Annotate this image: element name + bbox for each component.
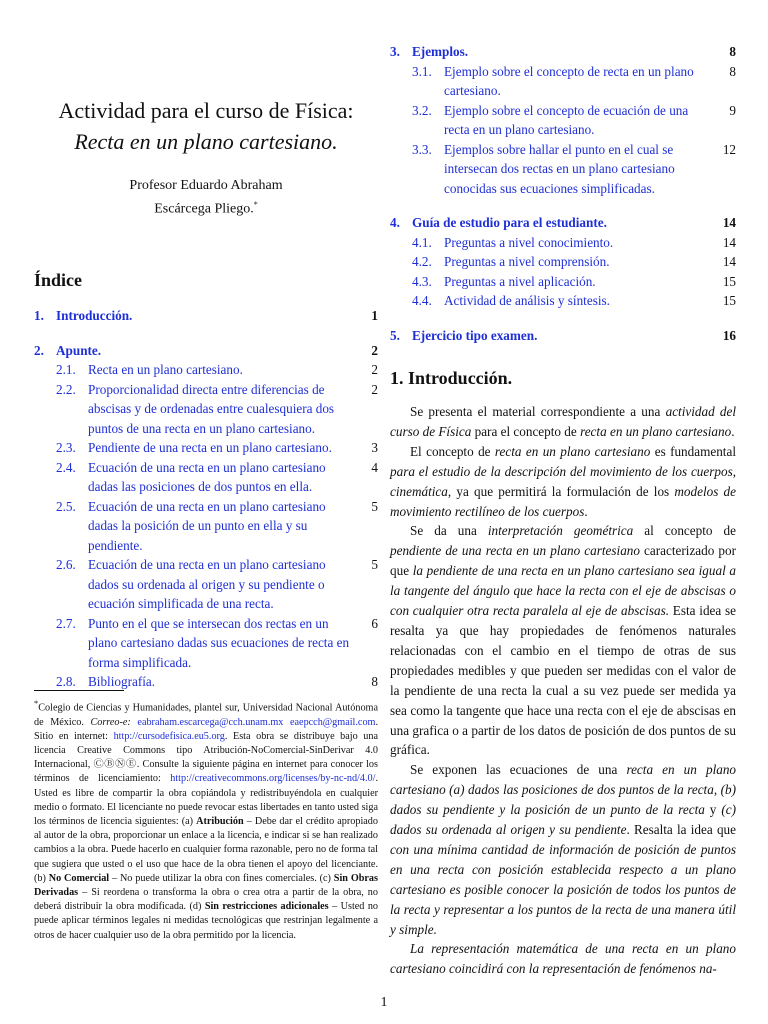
author-line-1: Profesor Eduardo Abraham <box>129 178 283 193</box>
toc-entry-number: 3. <box>390 44 400 59</box>
toc-entry-title[interactable]: Preguntas a nivel comprensión. <box>444 254 610 269</box>
toc-entry[interactable] <box>390 140 736 199</box>
paragraph: El concepto de recta en un plano cartesiano es fundamental para el estudio de la descripción del movimiento de los cuerpos, cinemática, ya que permitirá la formulación de los modelos de movimiento rectilíneo de los cuerpos. <box>390 443 737 519</box>
body-text <box>390 402 736 979</box>
toc-entry-title[interactable]: Preguntas a nivel aplicación. <box>444 273 596 289</box>
toc-entry-title[interactable]: Punto en el que se intersecan dos rectas en un plano cartesiano dadas sus ecuaciones de recta en forma simplificada. <box>88 615 350 670</box>
toc-entry-number: 2.3. <box>56 440 76 455</box>
toc-entry-page: 1 <box>371 308 378 323</box>
toc-entry[interactable] <box>390 42 736 62</box>
toc-entry-title[interactable]: Apunte. <box>56 342 102 358</box>
toc-entry-page: 8 <box>729 44 736 59</box>
toc-entry-number: 5. <box>390 327 400 343</box>
toc-entry-number: 2.8. <box>56 674 76 689</box>
toc-entry-number: 3.2. <box>412 102 432 118</box>
toc-entry-number: 4.4. <box>412 293 432 308</box>
toc-entry[interactable] <box>390 252 736 272</box>
toc-entry-number: 4. <box>390 215 400 230</box>
toc-left <box>34 306 378 692</box>
toc-entry[interactable] <box>34 614 378 673</box>
toc-entry[interactable] <box>390 213 736 233</box>
paragraph: Se da una interpretación geométrica al concepto de pendiente de una recta en un plano cartesiano caracterizado por que la pendiente de una recta en un plano cartesiano sea igual a la tangente del ángulo que hace la recta con el eje de abscisas o con cualquier otra recta paralela al eje de abscisas. Esta idea se resalta ya que hay propiedades de fenómenos naturales relacionadas con el cambio en el tiempo de otras de sus propiedades medibles y que pueden ser medidas con el valor de la pendiente de una recta la cual a su vez puede ser medida ya sea como la tangente que hace una recta con el eje de abscisas en una grafica o a partir de los datos de posición de dos puntos de su gráfica. <box>390 523 737 758</box>
paragraph: Se presenta el material correspondiente a una actividad del curso de Física para el concepto de recta en un plano cartesiano. <box>390 404 737 439</box>
toc-entry-number: 2.7. <box>56 615 76 631</box>
toc-entry-page: 8 <box>729 63 736 79</box>
toc-entry[interactable] <box>34 497 378 556</box>
toc-entry-page: 2 <box>371 342 378 358</box>
page-number: 1 <box>380 995 388 1010</box>
toc-entry-title[interactable]: Ejercicio tipo examen. <box>412 327 538 343</box>
toc-entry-number: 2.1. <box>56 362 76 377</box>
toc-entry[interactable] <box>390 62 736 101</box>
toc-entry[interactable] <box>34 380 378 439</box>
toc-entry[interactable] <box>34 438 378 458</box>
toc-entry-page: 5 <box>371 498 378 514</box>
title-line-2: Recta en un plano cartesiano. <box>74 129 338 154</box>
toc-entry-number: 4.1. <box>412 234 432 250</box>
toc-entry-page: 3 <box>371 440 378 455</box>
toc-entry-page: 14 <box>722 254 736 269</box>
toc-entry-title[interactable]: Guía de estudio para el estudiante. <box>412 215 607 230</box>
toc-entry[interactable] <box>34 360 378 380</box>
toc-entry-number: 2.6. <box>56 557 76 572</box>
footnote-mark[interactable]: * <box>253 200 258 209</box>
toc-entry[interactable] <box>34 341 378 361</box>
toc-entry-number: 1. <box>34 308 44 323</box>
toc-entry-title[interactable]: Bibliografía. <box>88 674 156 689</box>
section-heading: 1. Introducción. <box>390 368 513 388</box>
toc-entry-number: 3.3. <box>412 141 432 157</box>
toc-entry-page: 12 <box>722 141 736 157</box>
toc-entry-page: 5 <box>371 557 378 572</box>
document-title <box>34 95 378 157</box>
toc-entry-title[interactable]: Ecuación de una recta en un plano cartesiano dados su ordenada al origen y su pendiente o ecuación simplificada de una recta. <box>88 557 326 611</box>
toc-entry[interactable] <box>34 306 378 326</box>
toc-entry-number: 4.2. <box>412 254 432 269</box>
toc-entry[interactable] <box>390 272 736 292</box>
toc-entry-number: 2.2. <box>56 381 76 397</box>
toc-entry-title[interactable]: Ejemplos sobre hallar el punto en el cual se intersecan dos rectas en un plano cartesiano conocidas sus ecuaciones simplificadas. <box>444 141 675 196</box>
toc-heading: Índice <box>34 270 83 290</box>
toc-entry[interactable] <box>34 555 378 614</box>
toc-entry-page: 15 <box>722 273 736 289</box>
toc-entry-page: 14 <box>722 234 736 250</box>
toc-entry-page: 6 <box>371 615 378 631</box>
title-line-1: Actividad para el curso de Física: <box>58 98 354 123</box>
toc-entry[interactable] <box>390 291 736 311</box>
toc-entry-title[interactable]: Preguntas a nivel conocimiento. <box>444 234 614 250</box>
toc-entry[interactable] <box>390 233 736 253</box>
toc-entry-title[interactable]: Actividad de análisis y síntesis. <box>444 293 610 308</box>
toc-entry-number: 2. <box>34 342 44 358</box>
toc-entry-title[interactable]: Introducción. <box>56 308 133 323</box>
toc-entry[interactable] <box>390 101 736 140</box>
toc-entry-title[interactable]: Ecuación de una recta en un plano cartesiano dadas las posiciones de dos puntos en ella. <box>88 459 326 494</box>
toc-entry-title[interactable]: Ejemplo sobre el concepto de ecuación de una recta en un plano cartesiano. <box>444 102 689 137</box>
toc-entry-page: 14 <box>722 215 736 230</box>
toc-entry-number: 2.4. <box>56 459 76 475</box>
footnote-rule <box>34 690 124 691</box>
toc-entry-title[interactable]: Ejemplo sobre el concepto de recta en un plano cartesiano. <box>444 63 694 98</box>
author-line-2: Escárcega Pliego.* <box>154 200 258 217</box>
toc-entry-title[interactable]: Recta en un plano cartesiano. <box>88 362 243 377</box>
toc-entry-title[interactable]: Ecuación de una recta en un plano cartesiano dadas la posición de un punto en ella y su pendiente. <box>88 498 326 553</box>
paragraph: La representación matemática de una recta en un plano cartesiano coincidirá con la representación de fenómenos na- <box>390 941 736 977</box>
toc-entry-number: 3.1. <box>412 63 432 79</box>
toc-entry-page: 16 <box>722 327 736 343</box>
toc-entry-page: 8 <box>371 674 378 689</box>
toc-entry-number: 4.3. <box>412 273 432 289</box>
toc-right <box>390 42 736 345</box>
toc-entry-page: 2 <box>371 381 378 397</box>
author <box>34 176 378 219</box>
toc-entry-page: 4 <box>371 459 378 475</box>
toc-entry-number: 2.5. <box>56 498 76 514</box>
toc-entry[interactable] <box>34 458 378 497</box>
toc-entry-page: 2 <box>371 362 378 377</box>
toc-entry-page: 15 <box>722 293 736 308</box>
toc-entry-title[interactable]: Pendiente de una recta en un plano cartesiano. <box>88 440 332 455</box>
toc-entry-title[interactable]: Ejemplos. <box>412 44 469 59</box>
toc-entry[interactable] <box>34 672 378 692</box>
toc-entry-page: 9 <box>729 102 736 118</box>
toc-entry[interactable] <box>390 326 736 346</box>
footnote: *Colegio de Ciencias y Humanidades, plantel sur, Universidad Nacional Autónoma de México. Correo-e: eabraham.escarcega@cch.unam.mx eaepcch@gmail.com. Sitio en internet: http://cursodefisica.eu5.org. Esta obra se distribuye bajo una licencia Creative Commons tipo Atribución-NoComercial-SinDerivar 4.0 Internacional, ⒸⒷⓃⒺ. Consulte la siguiente página en internet para conocer los términos de licenciamiento: http://creativecommons.org/licenses/by-nc-nd/4.0/. Usted es libre de compartir la obra copiándola y redistribuyéndola en cualquier medio o formato. El licenciante no puede revocar estas libertades en tanto usted siga los términos de licencia siguientes: (a) Atribución – Debe dar el crédito apropiado al autor de la obra, proporcionar un enlace a la licencia, e indicar si se han realizado cambios a la obra. Puede hacerlo en cualquier forma razonable, pero no de forma tal que sugiera que usted o el uso que hace de la obra tienen el apoyo del licenciante. (b) No Comercial – No puede utilizar la obra con fines comerciales. (c) Sin Obras Derivadas – Si reordena o transforma la obra o crea otra a partir de la obra, no deberá distribuir la obra modificada. (d) Sin restricciones adicionales – Usted no puede aplicar términos legales ni medidas tecnológicas que restrinjan legalmente a otros de hacer cualquier uso de la obra permitido por la licencia. <box>34 698 379 941</box>
toc-entry-title[interactable]: Proporcionalidad directa entre diferencias de abscisas y de ordenadas entre cualesquiera dos puntos de una recta en un plano cartesiano. <box>88 381 335 436</box>
paragraph: Se exponen las ecuaciones de una recta en un plano cartesiano (a) dados las posiciones de dos puntos de la recta, (b) dados su pendiente y la posición de un punto de la recta y (c) dados su ordenada al origen y su pendiente. Resalta la idea que con una mínima cantidad de información de posición de puntos en una recta con posición establecida respecto a un plano cartesiano es posible conocer la posición de todos los puntos de la recta y representar a los puntos de la recta de una manera útil y simple. <box>390 762 737 937</box>
